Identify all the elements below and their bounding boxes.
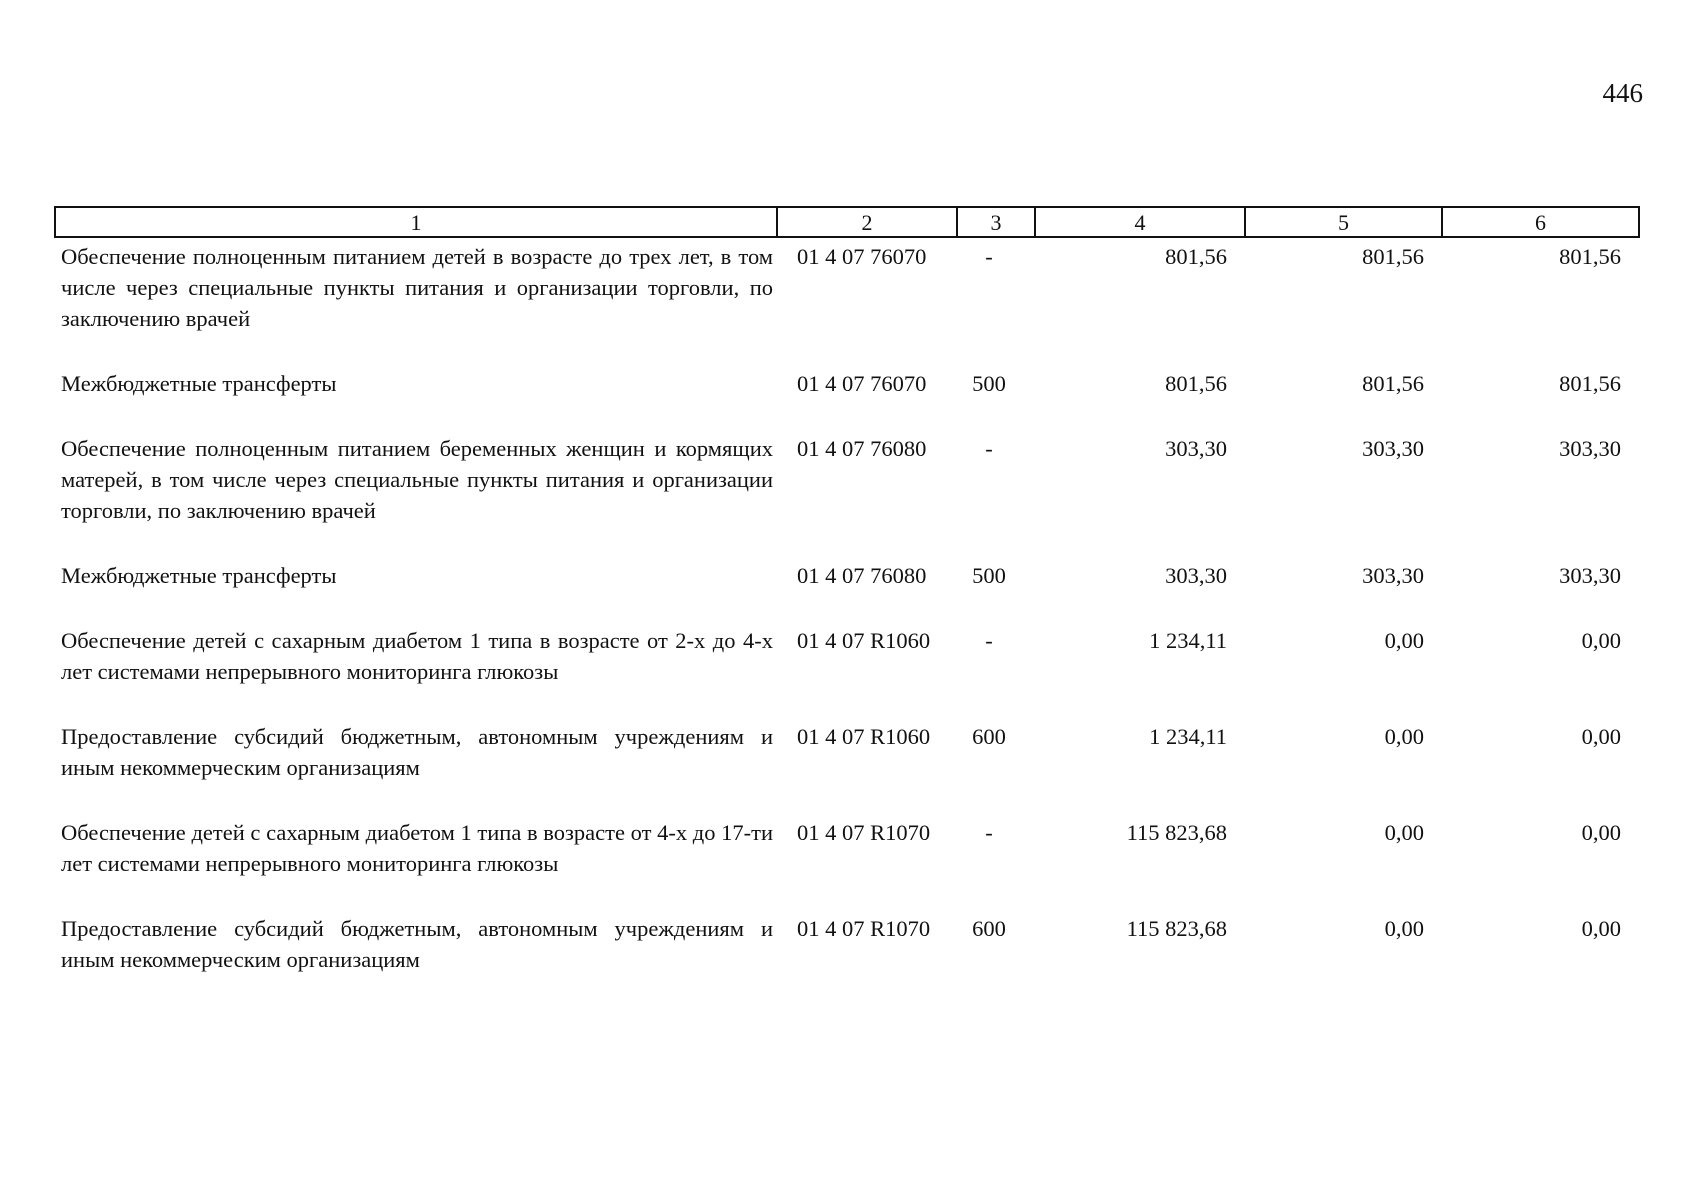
header-col-6: 6 <box>1442 207 1639 237</box>
row-amount-col-5: 801,56 <box>1362 371 1424 396</box>
header-col-1: 1 <box>55 207 777 237</box>
row-amount-col-4: 1 234,11 <box>1149 724 1227 749</box>
row-code: 01 4 07 R1060 <box>797 628 931 653</box>
row-amount-col-6: 303,30 <box>1559 563 1621 588</box>
row-amount-col-4: 303,30 <box>1165 436 1227 461</box>
page-number: 446 <box>1602 78 1643 108</box>
row-expense-type: - <box>985 244 993 269</box>
table-row <box>55 430 1639 557</box>
table-header <box>55 207 1639 237</box>
table-row <box>55 622 1639 718</box>
row-expense-type: 600 <box>972 724 1006 749</box>
row-amount-col-6: 801,56 <box>1559 371 1621 396</box>
row-code: 01 4 07 R1070 <box>797 916 931 941</box>
row-name: Межбюджетные трансферты <box>61 371 337 396</box>
table-row <box>55 718 1639 814</box>
row-amount-col-5: 303,30 <box>1362 563 1424 588</box>
row-code: 01 4 07 76070 <box>797 371 927 396</box>
row-name: Предоставление субсидий бюджетным, автономным учреждениям и иным некоммерческим организациям <box>61 724 773 780</box>
row-code: 01 4 07 76070 <box>797 244 927 269</box>
row-amount-col-4: 801,56 <box>1165 244 1227 269</box>
row-name: Обеспечение детей с сахарным диабетом 1 типа в возрасте от 4-х до 17-ти лет системами непрерывного мониторинга глюкозы <box>61 820 773 876</box>
row-amount-col-4: 115 823,68 <box>1126 916 1227 941</box>
row-name: Межбюджетные трансферты <box>61 563 337 588</box>
header-row <box>55 207 1639 237</box>
row-amount-col-5: 0,00 <box>1384 628 1424 653</box>
table-row <box>55 814 1639 910</box>
row-amount-col-6: 0,00 <box>1581 724 1621 749</box>
header-col-2: 2 <box>777 207 957 237</box>
table-body <box>55 237 1639 1006</box>
row-expense-type: 500 <box>972 371 1006 396</box>
row-name: Обеспечение полноценным питанием детей в возрасте до трех лет, в том числе через специальные пункты питания и организации торговли, по заключению врачей <box>61 244 773 331</box>
header-col-3: 3 <box>957 207 1035 237</box>
table-row <box>55 237 1639 365</box>
row-code: 01 4 07 R1070 <box>797 820 931 845</box>
row-expense-type: - <box>985 820 993 845</box>
row-amount-col-5: 0,00 <box>1384 820 1424 845</box>
row-expense-type: 500 <box>972 563 1006 588</box>
row-code: 01 4 07 R1060 <box>797 724 931 749</box>
row-name: Обеспечение полноценным питанием беременных женщин и кормящих матерей, в том числе через специальные пункты питания и организации торговли, по заключению врачей <box>61 436 773 523</box>
row-amount-col-5: 303,30 <box>1362 436 1424 461</box>
row-amount-col-6: 0,00 <box>1581 820 1621 845</box>
row-amount-col-5: 0,00 <box>1384 724 1424 749</box>
row-amount-col-5: 0,00 <box>1384 916 1424 941</box>
row-amount-col-4: 1 234,11 <box>1149 628 1227 653</box>
row-code: 01 4 07 76080 <box>797 436 927 461</box>
row-amount-col-6: 801,56 <box>1559 244 1621 269</box>
row-name: Предоставление субсидий бюджетным, автономным учреждениям и иным некоммерческим организациям <box>61 916 773 972</box>
row-amount-col-5: 801,56 <box>1362 244 1424 269</box>
budget-table <box>54 206 1640 1006</box>
header-col-4: 4 <box>1035 207 1245 237</box>
row-amount-col-4: 303,30 <box>1165 563 1227 588</box>
row-amount-col-4: 115 823,68 <box>1126 820 1227 845</box>
row-expense-type: - <box>985 436 993 461</box>
row-name: Обеспечение детей с сахарным диабетом 1 типа в возрасте от 2-х до 4-х лет системами непрерывного мониторинга глюкозы <box>61 628 773 684</box>
table-row <box>55 910 1639 1006</box>
row-amount-col-6: 0,00 <box>1581 628 1621 653</box>
table-row <box>55 557 1639 622</box>
row-expense-type: - <box>985 628 993 653</box>
row-expense-type: 600 <box>972 916 1006 941</box>
row-amount-col-6: 0,00 <box>1581 916 1621 941</box>
row-amount-col-6: 303,30 <box>1559 436 1621 461</box>
row-code: 01 4 07 76080 <box>797 563 927 588</box>
row-amount-col-4: 801,56 <box>1165 371 1227 396</box>
table-row <box>55 365 1639 430</box>
header-col-5: 5 <box>1245 207 1442 237</box>
